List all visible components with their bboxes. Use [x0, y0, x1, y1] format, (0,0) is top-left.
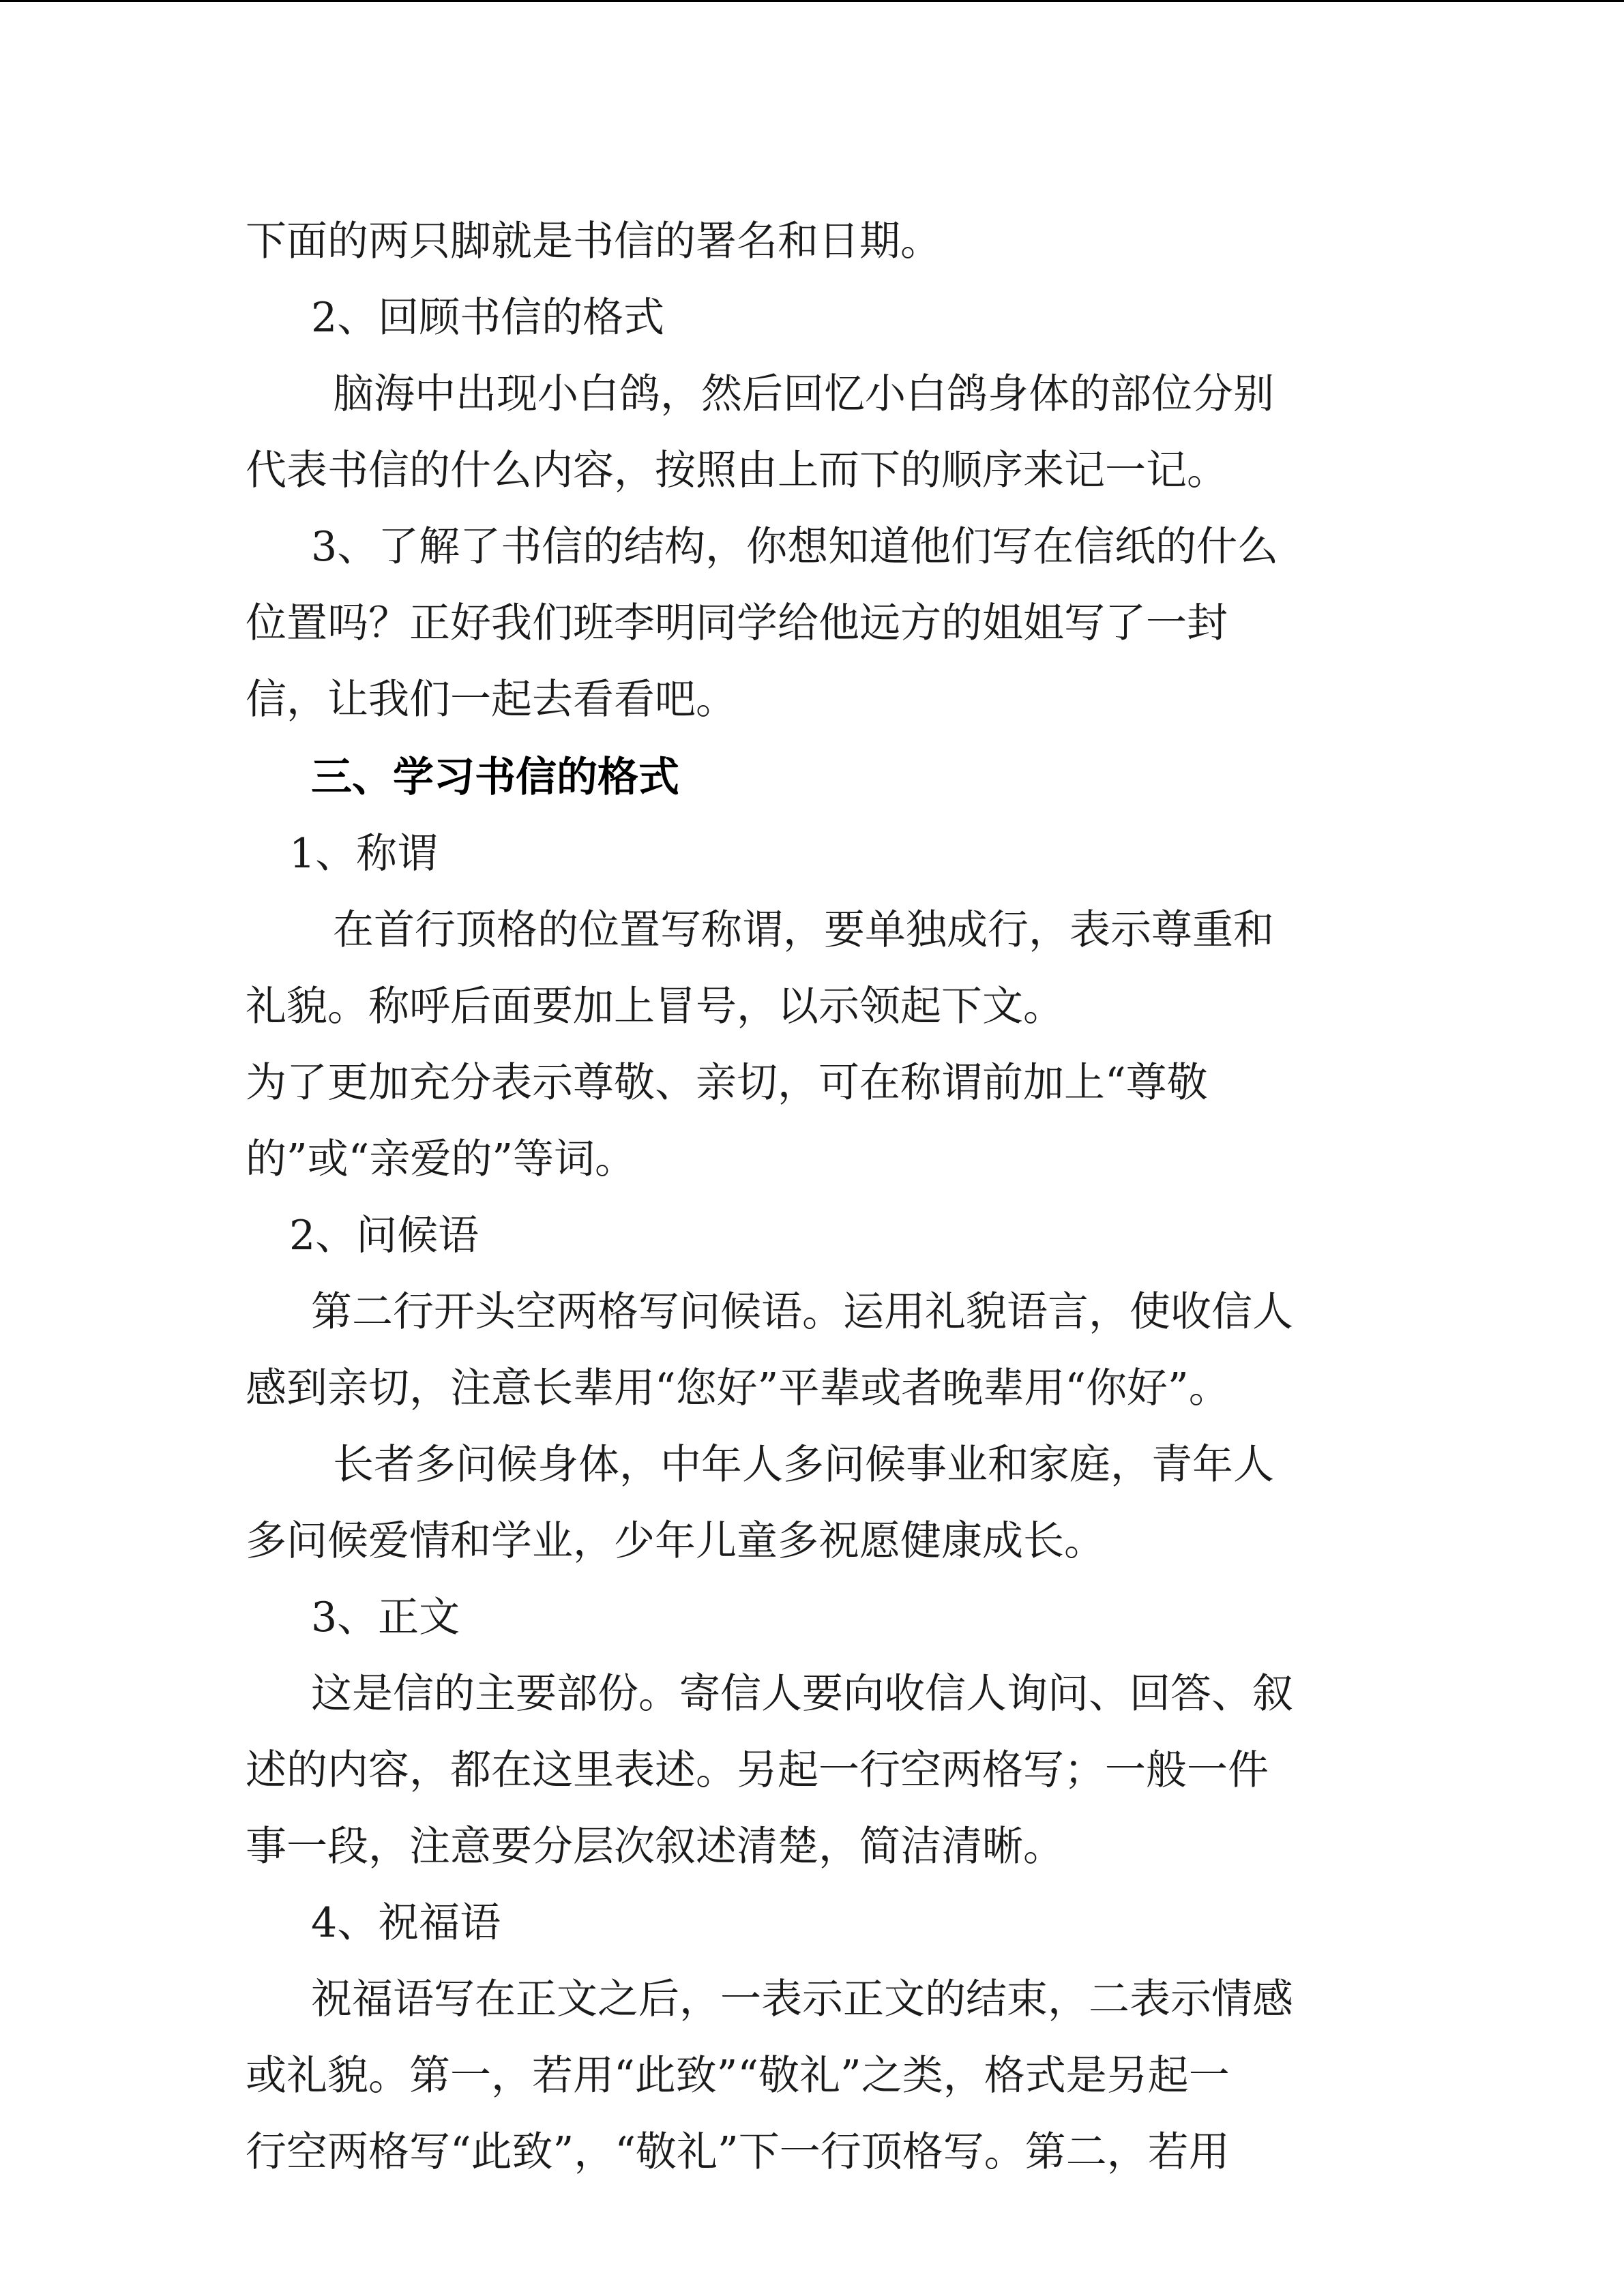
body-text-line: 或礼貌。第一，若用“此致”“敬礼”之类，格式是另起一 [246, 2052, 1230, 2100]
top-border-line [0, 0, 1624, 2]
body-text-line: 脑海中出现小白鸽，然后回忆小白鸽身体的部位分别 [333, 370, 1274, 418]
subsection-heading-salutation: 1、称谓 [289, 830, 439, 878]
body-text-line: 礼貌。称呼后面要加上冒号，以示领起下文。 [246, 983, 1064, 1030]
body-text-line: 多问候爱情和学业，少年儿童多祝愿健康成长。 [246, 1517, 1105, 1565]
subsection-heading-main-body: 3、正文 [311, 1594, 460, 1641]
body-text-line: 这是信的主要部份。寄信人要向收信人询问、回答、叙 [311, 1670, 1293, 1718]
body-text-line: 感到亲切，注意长辈用“您好”平辈或者晚辈用“你好”。 [246, 1365, 1230, 1412]
section-heading-learn-format: 三、学习书信的格式 [311, 754, 679, 801]
body-text-line: 行空两格写“此致”，“敬礼”下一行顶格写。第二，若用 [246, 2128, 1230, 2176]
body-text-line: 第二行开头空两格写问候语。运用礼貌语言，使收信人 [311, 1288, 1293, 1336]
subsection-heading-closing: 4、祝福语 [311, 1899, 501, 1947]
body-text-line: 在首行顶格的位置写称谓，要单独成行，表示尊重和 [333, 906, 1274, 954]
body-text-line: 下面的两只脚就是书信的署名和日期。 [246, 218, 941, 265]
body-text-line: 事一段，注意要分层次叙述清楚，简洁清晰。 [246, 1823, 1064, 1870]
body-text-line: 述的内容，都在这里表述。另起一行空两格写；一般一件 [246, 1746, 1269, 1794]
subsection-heading-structure: 3、了解了书信的结构，你想知道他们写在信纸的什么 [311, 523, 1279, 571]
body-text-line: 长者多问候身体，中年人多问候事业和家庭，青年人 [333, 1441, 1274, 1489]
body-text-line: 位置吗？正好我们班李明同学给他远方的姐姐写了一封 [246, 599, 1228, 647]
body-text-line: 的”或“亲爱的”等词。 [246, 1135, 636, 1183]
subsection-heading-review-format: 2、回顾书信的格式 [311, 294, 665, 342]
body-text-line: 祝福语写在正文之后，一表示正文的结束，二表示情感 [311, 1976, 1293, 2023]
body-text-line: 代表书信的什么内容，按照由上而下的顺序来记一记。 [246, 447, 1228, 494]
body-text-line: 信，让我们一起去看看吧。 [246, 676, 737, 724]
subsection-heading-greeting: 2、问候语 [289, 1212, 479, 1259]
body-text-line: 为了更加充分表示尊敬、亲切，可在称谓前加上“尊敬 [246, 1059, 1208, 1107]
